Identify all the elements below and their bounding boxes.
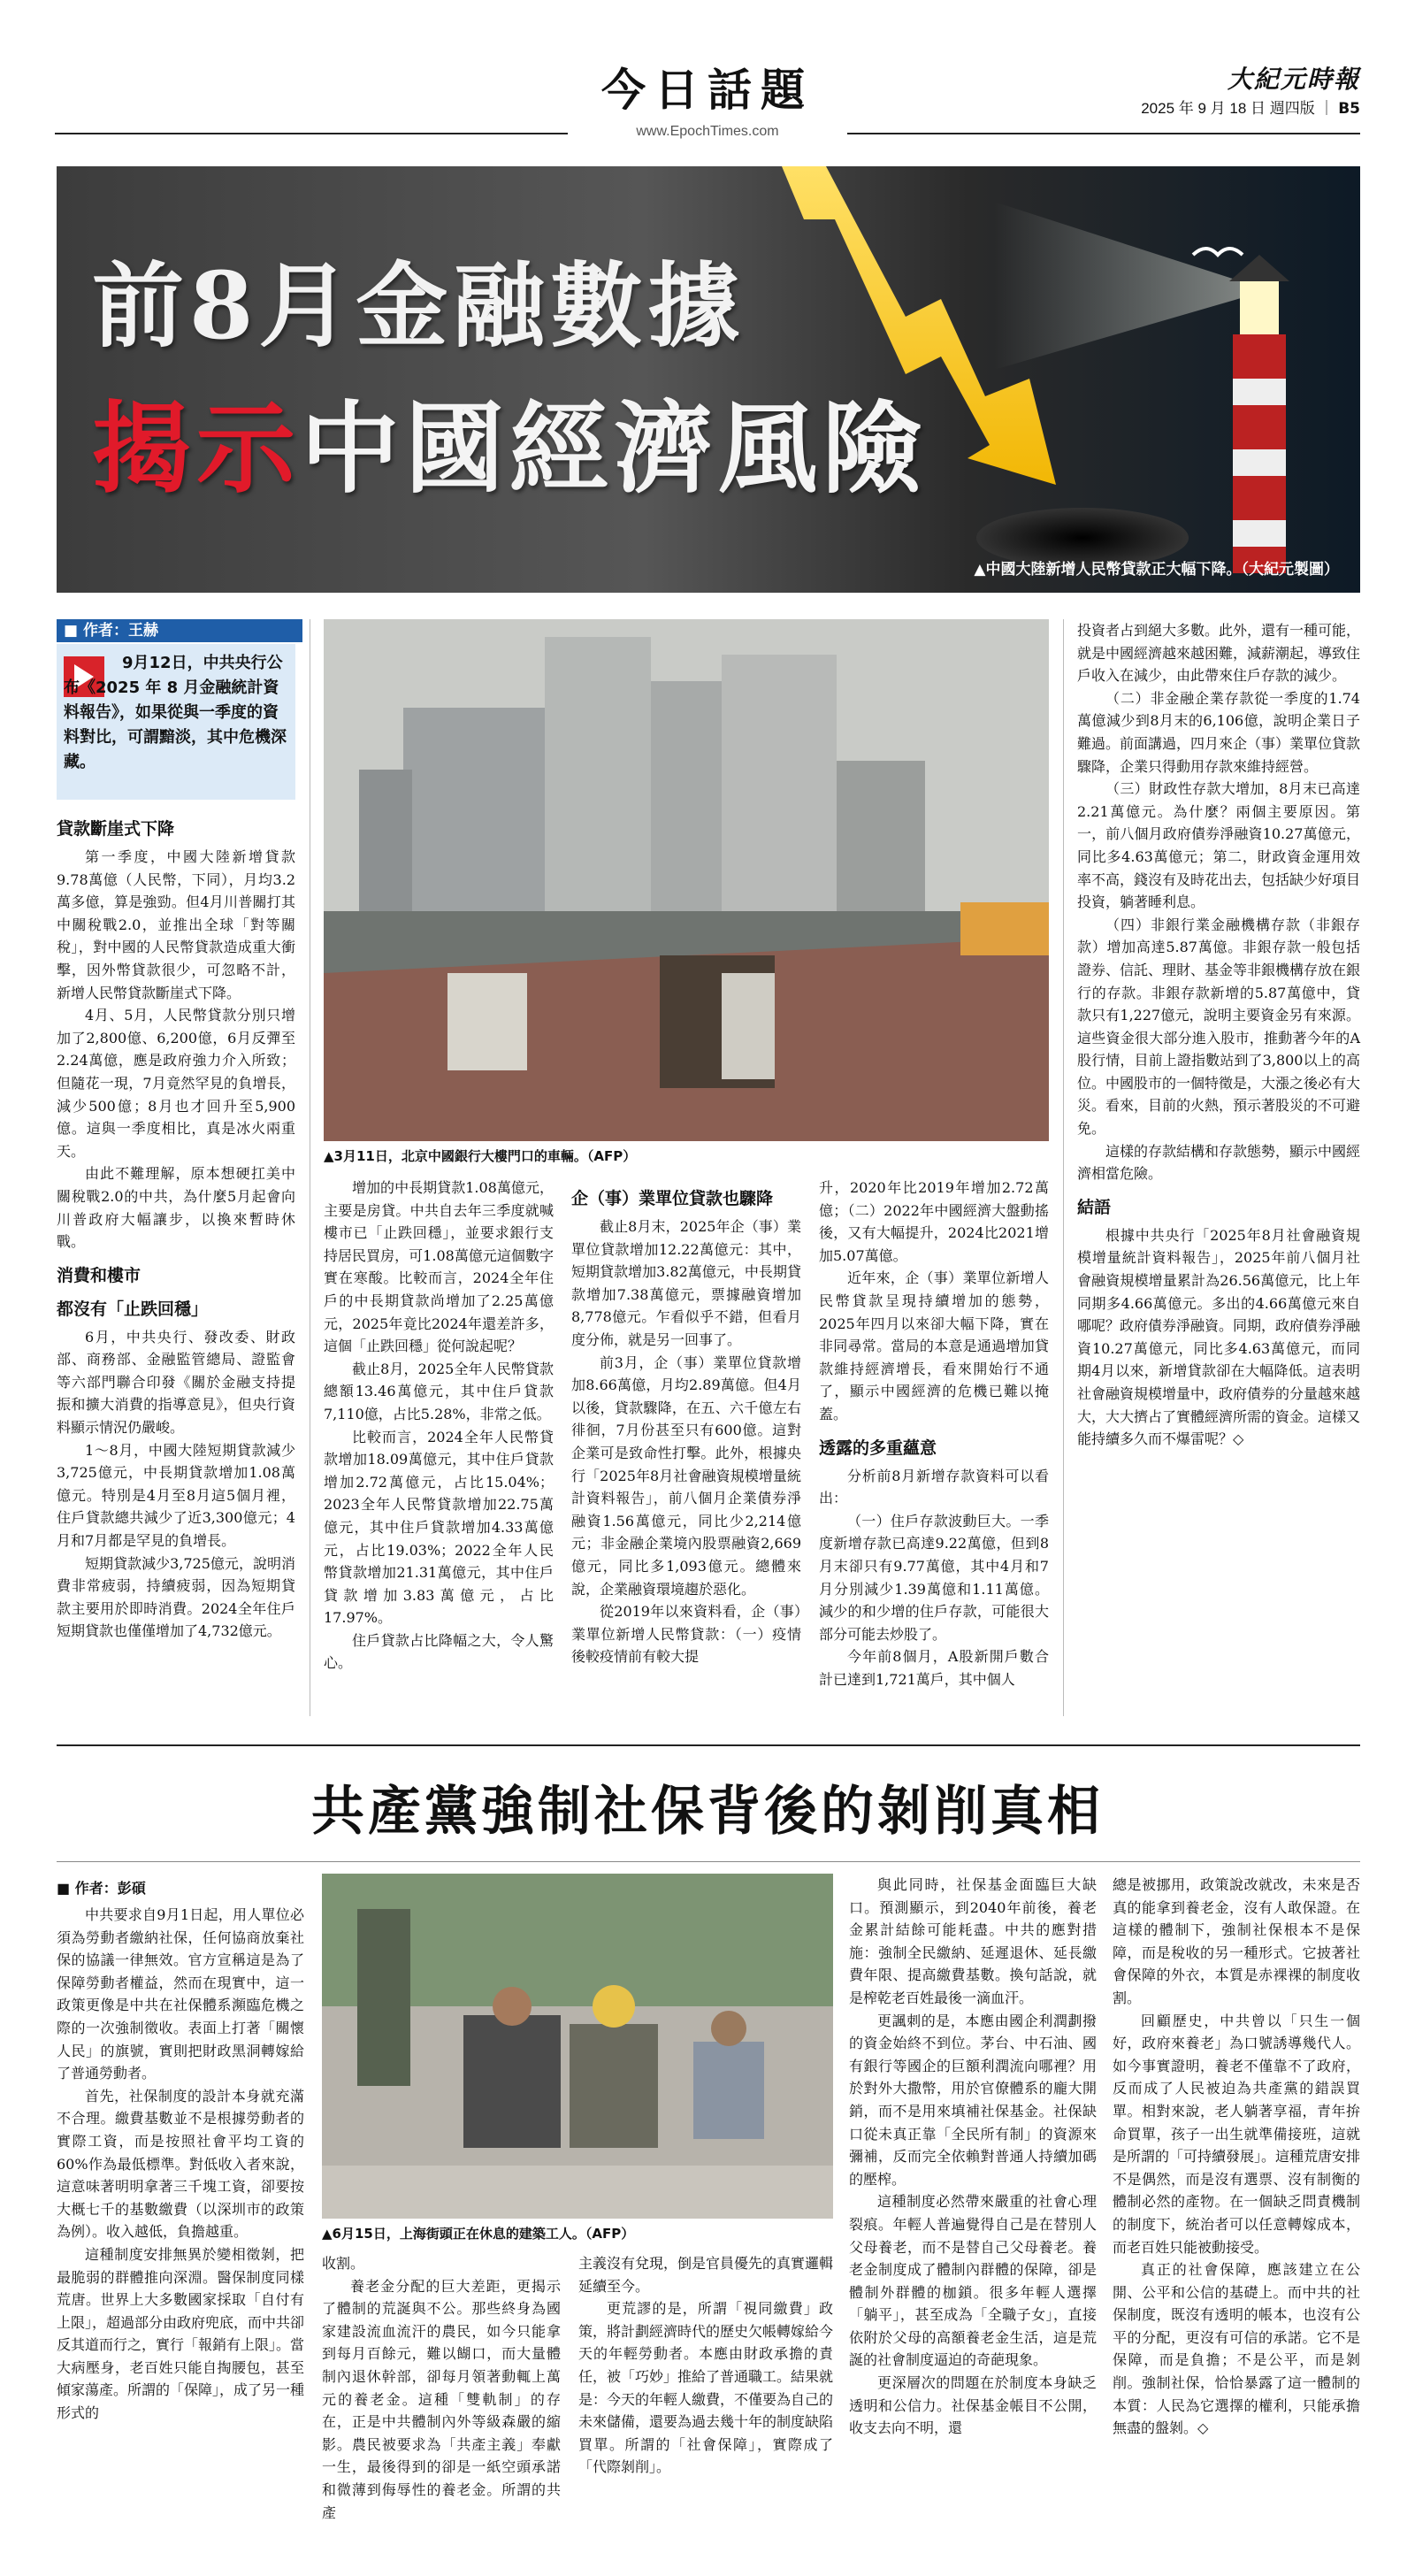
paragraph: 短期貸款減少3,725億元，說明消費非常疲弱，持續疲弱，因為短期貸款主要用於即時消費。2024全年住戶短期貸款也僅僅增加了4,732億元。 [57, 1554, 295, 1640]
paragraph: （二）非金融企業存款從一季度的1.74萬億減少到8月末的6,106億，說明企業日子難過。前面講過，四月來企（事）業單位貸款驟降，企業只得動用存款來維持經營。 [1077, 689, 1361, 775]
article1-column-2 [324, 1177, 554, 1675]
paragraph: 比較而言，2024全年人民幣貸款增加18.09萬億元，其中住戶貸款增加2.72萬億元，占比15.04%；2023全年人民幣貸款增加22.75萬億元，其中住戶貸款增加4.33萬億元，占比19.03%；2022全年人民幣貸款增加21.31萬億元，其中住戶貸款增加3.83萬億元，占比17.97%。 [324, 1428, 554, 1627]
bank-photo [324, 619, 1049, 1141]
paragraph: 總是被挪用，政策說改就改，未來是否真的能拿到養老金，沒有人敢保證。在這樣的體制下，強制社保根本不是保障，而是稅收的另一種形式。它披著社會保障的外衣，本質是赤裸裸的制度收割。 [1113, 1876, 1360, 2006]
subheading: 企（事）業單位貸款也驟降 [571, 1189, 774, 1208]
seagull-icon [1193, 249, 1243, 255]
headline-line-2-rest: 中國經濟風險 [301, 391, 927, 507]
headline-line-1: 前8月金融數據 [92, 251, 746, 360]
subheading: 消費和樓市 [57, 1265, 142, 1285]
subheading: 貸款斷崖式下降 [57, 819, 175, 839]
article1-column-3 [571, 1177, 801, 1668]
article2-column-4 [849, 1874, 1097, 2440]
paragraph: 從2019年以來資料看，企（事）業單位新增人民幣貸款：（一）疫情後較疫情前有較大提 [571, 1603, 801, 1666]
paragraph: 6月，中共央行、發改委、財政部、商務部、金融監管總局、證監會等六部門聯合印發《關於金融支持提振和擴大消費的指導意見》，但央行資料顯示情況仍嚴峻。 [57, 1328, 295, 1437]
paragraph: 更諷刺的是，本應由國企利潤劃撥的資金始終不到位。茅台、中石油、國有銀行等國企的巨額利潤流向哪裡？用於對外大撒幣，用於官僚體系的龐大開銷，而不是用來填補社保基金。社保缺口從未真正靠「全民所有制」的資源來彌補，反而完全依賴對普通人持續加碼的壓榨。 [849, 2012, 1097, 2188]
photo2-caption: ▲6月15日，上海街頭正在休息的建築工人。（AFP） [322, 2226, 635, 2242]
section-divider [57, 1744, 1360, 1746]
bank-photo-image [324, 619, 1049, 1141]
subheading: 都沒有「止跌回穩」 [57, 1299, 209, 1319]
paragraph: 分析前8月新增存款資料可以看出： [819, 1467, 1049, 1507]
paragraph: 更荒謬的是，所謂「視同繳費」政策，將計劃經濟時代的歷史欠帳轉嫁給今天的年輕勞動者。本應由財政承擔的責任，被「巧妙」推給了普通職工。結果就是：今天的年輕人繳費，不僅要為自己的未來儲備，還要為過去幾十年的制度缺陷買單。所謂的「社會保障」，實際成了「代際剝削」。 [578, 2300, 834, 2476]
banner-caption: ▲中國大陸新增人民幣貸款正大幅下降。（大紀元製圖） [974, 561, 1339, 579]
paragraph: 增加的中長期貸款1.08萬億元，主要是房貸。中共自去年三季度就喊樓市已「止跌回穩」，並要求銀行支持居民買房，可1.08萬億元這個數字實在寒酸。比較而言，2024全年住戶的中長期貸款尚增加了2.25萬億元，2025年竟比2024年還差許多，這個「止跌回穩」從何說起呢？ [324, 1179, 554, 1355]
title-rule [57, 1861, 1360, 1862]
paragraph: 截止8月，2025全年人民幣貸款總額13.46萬億元，其中住戶貸款7,110億，占比5.28%，非常之低。 [324, 1360, 554, 1422]
article2-column-1 [57, 1904, 304, 2425]
article1-lead-box [57, 644, 295, 800]
workers-photo [322, 1874, 833, 2219]
paragraph: 今年前8個月，A股新開戶數合計已達到1,721萬戶，其中個人 [819, 1648, 1049, 1688]
article1-column-5 [1077, 619, 1360, 1451]
beam-shape [994, 202, 1268, 370]
paragraph: 由此不難理解，原本想硬扛美中關稅戰2.0的中共，為什麼5月起會向川普政府大幅讓步，以換來暫時休戰。 [57, 1165, 295, 1251]
article2-author: ■ 作者：彭碩 [57, 1880, 146, 1897]
article2-column-2 [322, 2252, 561, 2524]
article2-title: 共產黨強制社保背後的剝削真相 [311, 1781, 1104, 1843]
column-divider [1063, 619, 1064, 1716]
article1-lead: 9月12日，中共央行公布《2025 年 8 月金融統計資料報告》，如果從與一季度的資料對比，可謂黯淡，其中危機深藏。 [64, 654, 287, 771]
dateline: 2025 年 9 月 18 日 週四版 ｜ B5 [1141, 100, 1360, 118]
section-title: 今日話題 [601, 65, 814, 116]
paragraph: 升，2020年比2019年增加2.72萬億；（二）2022年中國經濟大盤動搖後，又有大幅提升，2024比2021增加5.07萬億。 [819, 1179, 1049, 1264]
paragraph: 收割。 [322, 2255, 365, 2272]
article1-column-4 [819, 1177, 1049, 1690]
paragraph: 主義沒有兌現，倒是官員優先的真實邏輯延續至今。 [578, 2255, 834, 2295]
paragraph: 回顧歷史，中共曾以「只生一個好，政府來養老」為口號誘導幾代人。如今事實證明，養老不僅靠不了政府，反而成了人民被迫為共產黨的錯誤買單。相對來說，老人躺著享福，青年拚命買單，孩子一出生就準備接班，這就是所謂的「可持續發展」。這種荒唐安排不是偶然，而是沒有選票、沒有制衡的體制必然的產物。在一個缺乏問責機制的制度下，統治者可以任意轉嫁成本，而老百姓只能被動接受。 [1113, 2012, 1361, 2256]
workers-photo-image [322, 1874, 833, 2219]
issue-date: 2025 年 9 月 18 日 週四版 [1141, 100, 1315, 117]
paragraph: 近年來，企（事）業單位新增人民幣貸款呈現持續增加的態勢，2025年四月以來卻大幅下降，實在非同尋常。當局的本意是通過增加貸款維持經濟增長，看來開始行不通了，顯示中國經濟的危機已難以掩蓋。 [819, 1269, 1049, 1422]
page-number: B5 [1338, 100, 1360, 118]
paragraph: 第一季度，中國大陸新增貸款9.78萬億（人民幣，下同），月均3.2萬多億，算是強勁。但4月川普關打其中關稅戰2.0，並推出全球「對等關稅」，對中國的人民幣貸款造成重大衝擊，因外幣貸款很少，可忽略不計，新增人民幣貸款斷崖式下降。 [57, 848, 295, 1001]
headline-emphasis: 揭示 [92, 391, 301, 507]
subheading: 透露的多重蘊意 [819, 1438, 937, 1458]
paragraph: 這種制度必然帶來嚴重的社會心理裂痕。年輕人普遍覺得自己是在替別人父母養老，而不是替自己父母養老。養老金制度成了體制內群體的保障，卻是體制外群體的枷鎖。很多年輕人選擇「躺平」，甚至成為「全職子女」，直接依附於父母的高額養老金生活，這是荒誕的社會制度逼迫的奇葩現象。 [849, 2193, 1097, 2369]
paragraph: （四）非銀行業金融機構存款（非銀存款）增加高達5.87萬億。非銀存款一般包括證券、信託、理財、基金等非銀機構存放在銀行的存款。非銀存款新增的5.87萬億中，貸款只有1,227億元，說明主要資金另有來源。這些資金很大部分進入股市，推動著今年的A股行情，目前上證指數站到了3,800以上的高位。中國股市的一個特徵是，大漲之後必有大災。看來，目前的火熱，預示著股災的不可避免。 [1077, 916, 1361, 1138]
paragraph: 投資者占到絕大多數。此外，還有一種可能，就是中國經濟越來越困難，減薪潮起，導致住戶收入在減少，由此帶來住戶存款的減少。 [1077, 622, 1361, 685]
paragraph: 與此同時，社保基金面臨巨大缺口。預測顯示，到2040年前後，養老金累計結餘可能耗盡。中共的應對措施：強制全民繳納、延遲退休、延長繳費年限、提高繳費基數。換句話說，就是榨乾老百姓最後一滴血汗。 [849, 1876, 1097, 2006]
photo1-caption: ▲3月11日，北京中國銀行大樓門口的車輛。（AFP） [324, 1148, 637, 1164]
article2-column-5 [1113, 1874, 1360, 2440]
article2-column-3 [578, 2252, 833, 2479]
headline-banner [57, 166, 1360, 593]
paragraph: 截止8月末，2025年企（事）業單位貸款增加12.22萬億元：其中，短期貸款增加3.82萬億元，中長期貸款增加7.38萬億元，票據融資增加8,778億元。乍看似乎不錯，但看月度分佈，就是另一回事了。 [571, 1218, 801, 1348]
paragraph: 1～8月，中國大陸短期貸款減少3,725億元，中長期貸款增加1.08萬億元。特別是4月至8月這5個月裡，住戶貸款總共減少了近3,300億元；4月和7月都是罕見的負增長。 [57, 1441, 295, 1550]
paragraph: 前3月，企（事）業單位貸款增加8.66萬億，月均2.89萬億。但4月以後，貸款驟降，在五、六千億左右徘徊，7月份甚至只有600億。這對企業可是致命性打擊。此外，根據央行「2025年8月社會融資規模增量統計資料報告」，前八個月企業債券淨融資1.56萬億元，同比少2,214億元；非金融企業境內股票融資2,669億元，同比多1,093億元。總體來說，企業融資環境趨於惡化。 [571, 1353, 801, 1598]
paragraph: 真正的社會保障，應該建立在公開、公平和公信的基礎上。而中共的社保制度，既沒有透明的帳本，也沒有公平的分配，更沒有可信的承諾。它不是保障，而是負擔；不是公平，而是剝削。強制社保，恰恰暴露了這一體制的本質：人民為它選擇的權利，只能承擔無盡的盤剝。◇ [1113, 2261, 1360, 2437]
site-url[interactable]: www.EpochTimes.com [636, 124, 779, 139]
paragraph: （三）財政性存款大增加，8月末已高達2.21萬億元。為什麼？兩個主要原因。第一，前八個月政府債券淨融資10.27萬億元，同比多4.63萬億元；第二，財政資金運用效率不高，錢沒有及時花出去，包括缺少好項目投資，躺著睡利息。 [1077, 780, 1361, 911]
paragraph: 養老金分配的巨大差距，更揭示了體制的荒誕與不公。那些終身為國家建設流血流汗的農民，如今只能拿到每月百餘元，難以餬口，而大量體制內退休幹部，卻每月領著動輒上萬元的養老金。這種「雙軌制」的存在，正是中共體制內外等級森嚴的縮影。農民被要求為「共產主義」奉獻一生，最後得到的卻是一紙空頭承諾和微薄到侮辱性的養老金。所謂的共產 [322, 2277, 561, 2521]
paragraph: 更深層次的問題在於制度本身缺乏透明和公信力。社保基金帳目不公開，收支去向不明，還 [849, 2374, 1097, 2437]
paragraph: （一）住戶存款波動巨大。一季度新增存款已高達9.22萬億，但到8月末卻只有9.77萬億，其中4月和7月分別減少1.39萬億和1.11萬億。減少的和少增的住戶存款，可能很大部分可能去炒股了。 [819, 1512, 1049, 1643]
paragraph: 首先，社保制度的設計本身就充滿不合理。繳費基數並不是根據勞動者的實際工資，而是按照社會平均工資的60%作為最低標準。對低收入者來說，這意味著明明拿著三千塊工資，卻要按大概七千的基數繳費（以深圳市的政策為例）。收入越低，負擔越重。 [57, 2087, 304, 2241]
subheading: 結語 [1077, 1197, 1112, 1217]
paragraph: 4月、5月，人民幣貸款分別只增加了2,800億、6,200億，6月反彈至2.24萬億，應是政府強力介入所致；但隨花一現，7月竟然罕見的負增長，減少500億；8月也才回升至5,900億。這與一季度相比，真是冰火兩重天。 [57, 1007, 295, 1160]
newspaper-logo: 大紀元時報 [1227, 65, 1360, 94]
paragraph: 這種制度安排無異於變相徵剝，把最脆弱的群體推向深淵。醫保制度同樣荒唐。世界上大多數國家採取「自付有上限」，超過部分由政府兜底，而中共卻反其道而行之，實行「報銷有上限」。當大病壓身，老百姓只能自掏腰包，甚至傾家蕩產。所謂的「保障」，成了另一種形式的 [57, 2245, 305, 2422]
headline-line-2 [92, 370, 927, 512]
paragraph: 中共要求自9月1日起，用人單位必須為勞動者繳納社保，任何協商放棄社保的協議一律無效。官方宣稱這是為了保障勞動者權益，然而在現實中，這一政策更像是中共在社保體系瀕臨危機之際的一次強制徵收。表面上打著「關懷人民」的旗號，實則把財政黑洞轉嫁給了普通勞動者。 [57, 1906, 304, 2082]
paragraph: 住戶貸款占比降幅之大，令人驚心。 [324, 1631, 554, 1672]
article1-column-1 [57, 807, 295, 1643]
article1-author: ■ 作者：王赫 [57, 619, 302, 642]
paragraph: 根據中共央行「2025年8月社會融資規模增量統計資料報告」，2025年前八個月社會融資規模增量累計為26.56萬億元，比上年同期多4.66萬億元。多出的4.66萬億元來自哪呢？政府債券淨融資。同期，政府債券淨融資10.27萬億元，同比多4.63萬億元，而同期4月以來，新增貸款卻在大幅降低。這表明社會融資規模增量中，政府債券的分量越來越大，大大擠占了實體經濟所需的資金。這樣又能持續多久而不爆雷呢？◇ [1077, 1226, 1361, 1448]
paragraph: 這樣的存款結構和存款態勢，顯示中國經濟相當危險。 [1077, 1142, 1361, 1183]
